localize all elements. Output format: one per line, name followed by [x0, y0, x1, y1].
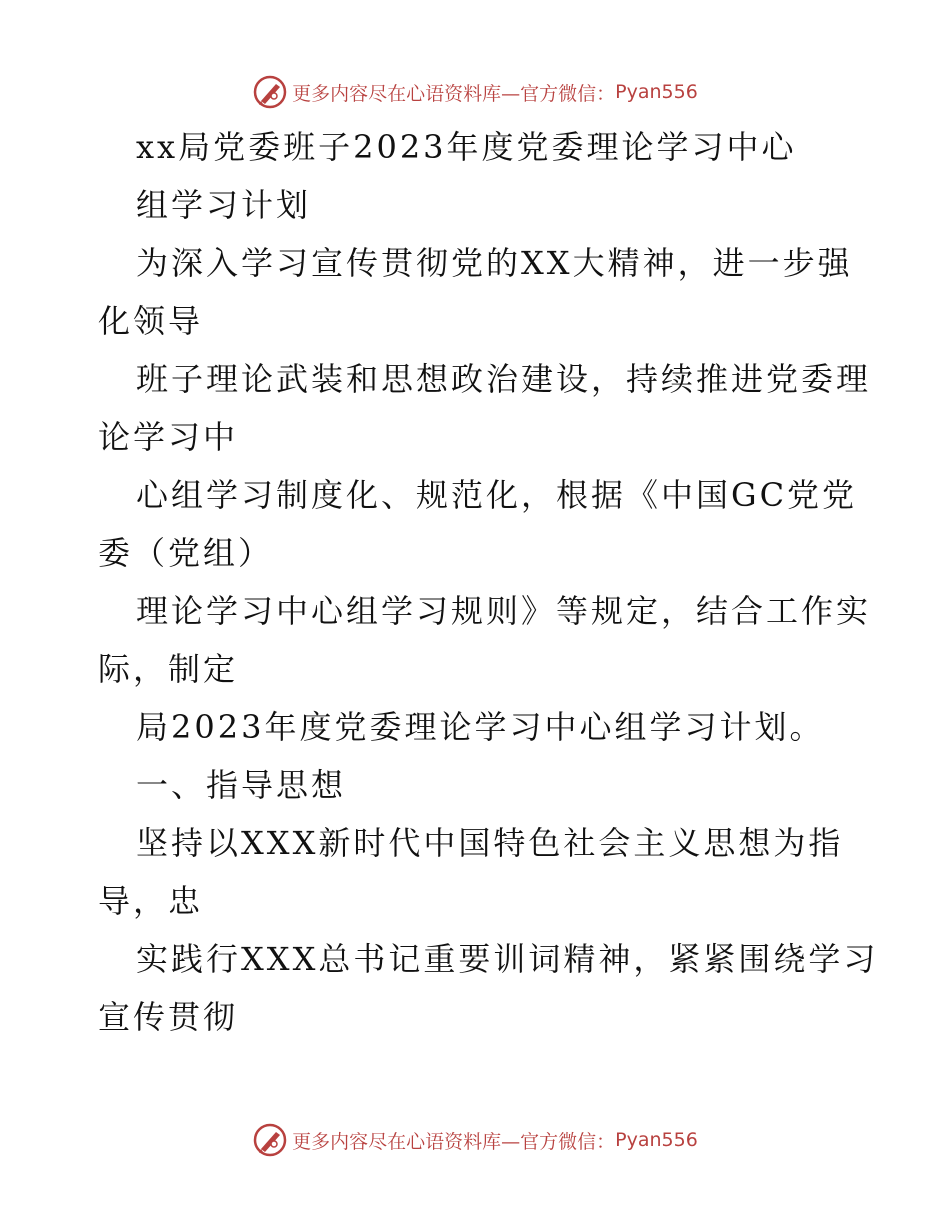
paragraph-line: 为深入学习宣传贯彻党的XX大精神，进一步强	[136, 244, 853, 282]
paragraph-line: 委（党组）	[98, 534, 274, 572]
paragraph-line: 论学习中	[98, 418, 239, 456]
paragraph-line: 理论学习中心组学习规则》等规定，结合工作实	[136, 592, 872, 630]
document-body	[98, 118, 879, 1046]
paragraph-line: 导，忠	[98, 882, 204, 920]
pen-logo-icon	[252, 74, 288, 110]
footer-banner-text: 更多内容尽在心语资料库—官方微信：	[292, 1130, 616, 1153]
footer-banner-handle: Pyan556	[615, 1129, 698, 1151]
paragraph-line: 心组学习制度化、规范化，根据《中国GC党党	[136, 476, 858, 514]
paragraph-line: 际，制定	[98, 650, 239, 688]
header-banner	[0, 72, 950, 112]
footer-banner	[0, 1120, 950, 1160]
header-banner-handle: Pyan556	[615, 81, 698, 103]
pen-logo-icon	[252, 1122, 288, 1158]
paragraph-line: 宣传贯彻	[98, 998, 239, 1036]
title-line-1: xx局党委班子2023年度党委理论学习中心	[136, 128, 797, 166]
paragraph-line: 班子理论武装和思想政治建设，持续推进党委理	[136, 360, 872, 398]
section-heading: 一、指导思想	[136, 766, 347, 804]
paragraph-line: 实践行XXX总书记重要训词精神，紧紧围绕学习	[136, 940, 879, 978]
title-line-2: 组学习计划	[136, 186, 312, 224]
paragraph-line: 局2023年度党委理论学习中心组学习计划。	[136, 708, 825, 746]
paragraph-line: 坚持以XXX新时代中国特色社会主义思想为指	[136, 824, 844, 862]
paragraph-line: 化领导	[98, 302, 204, 340]
header-banner-text: 更多内容尽在心语资料库—官方微信：	[292, 82, 616, 105]
